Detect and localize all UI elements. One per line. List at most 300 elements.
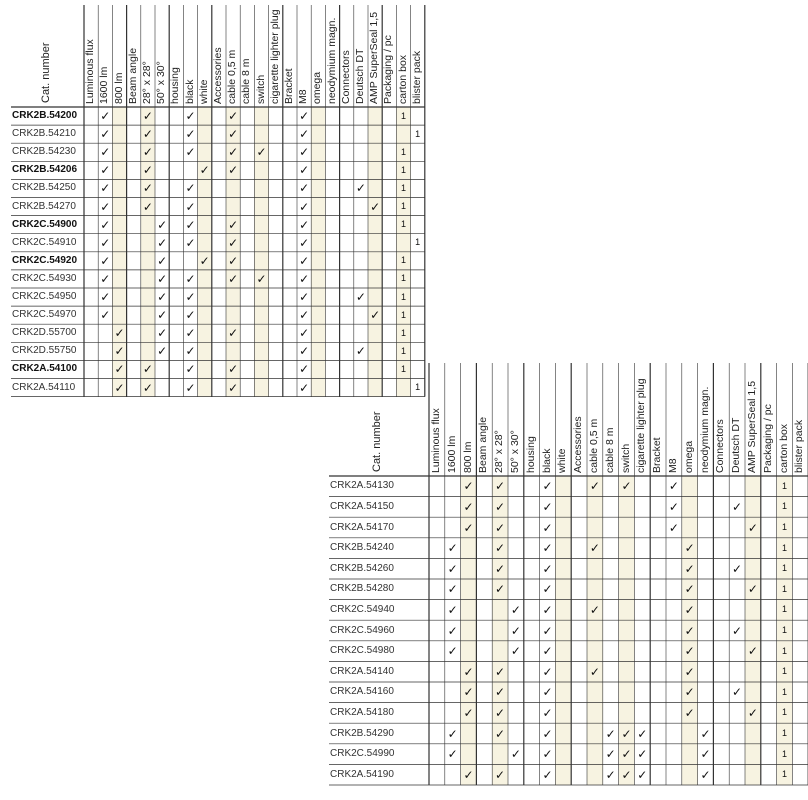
check-mark: ✓ — [100, 290, 111, 305]
column-header: M8 — [297, 89, 310, 104]
check-mark: ✓ — [299, 271, 310, 286]
check-mark: ✓ — [463, 767, 474, 782]
cell-shade — [619, 620, 635, 641]
product-table-bottom — [329, 363, 808, 785]
column-header: 800 lm — [112, 72, 125, 104]
cell-shade — [368, 179, 382, 197]
check-mark: ✓ — [299, 326, 310, 341]
check-mark: ✓ — [542, 479, 553, 494]
cat-number-cell: CRK2A.54190 — [330, 768, 394, 780]
check-mark: ✓ — [495, 499, 506, 514]
check-mark: ✓ — [605, 767, 616, 782]
column-header: 28° x 28° — [493, 430, 506, 473]
cell-shade — [555, 641, 571, 662]
cell-shade — [745, 723, 761, 744]
check-mark: ✓ — [299, 163, 310, 178]
check-mark: ✓ — [605, 747, 616, 762]
cat-number-cell: CRK2C.54930 — [12, 272, 77, 284]
cell-shade — [226, 342, 240, 360]
cell-shade — [112, 270, 126, 288]
cell-shade — [311, 107, 325, 125]
check-mark: ✓ — [463, 479, 474, 494]
cell-shade — [112, 143, 126, 161]
column-header: neodymium magn. — [698, 386, 711, 473]
check-mark: ✓ — [185, 235, 196, 250]
pack-count: 1 — [781, 625, 787, 635]
cat-number-cell: CRK2C.54960 — [330, 624, 395, 636]
cell-shade — [226, 179, 240, 197]
cell-shade — [254, 125, 268, 143]
check-mark: ✓ — [100, 145, 111, 160]
check-mark: ✓ — [668, 520, 679, 535]
pack-count: 1 — [415, 237, 421, 248]
check-mark: ✓ — [370, 308, 381, 323]
column-header: Connectors — [714, 419, 727, 473]
check-mark: ✓ — [621, 479, 632, 494]
cat-number-cell: CRK2A.54180 — [330, 706, 394, 718]
column-header: AMP SuperSeal 1,5 — [368, 11, 381, 104]
check-mark: ✓ — [495, 561, 506, 576]
column-header: blister pack — [793, 419, 806, 473]
check-mark: ✓ — [114, 362, 125, 377]
check-mark: ✓ — [100, 163, 111, 178]
cell-shade — [226, 288, 240, 306]
check-mark: ✓ — [100, 127, 111, 142]
check-mark: ✓ — [228, 109, 239, 124]
cell-shade — [311, 143, 325, 161]
check-mark: ✓ — [299, 362, 310, 377]
column-header: omega — [311, 71, 324, 104]
check-mark: ✓ — [142, 145, 153, 160]
cell-shade — [492, 620, 508, 641]
product-table-top — [11, 5, 425, 397]
check-mark: ✓ — [732, 685, 743, 700]
pack-count: 1 — [400, 255, 406, 266]
cell-shade — [461, 579, 477, 600]
cell-shade — [745, 661, 761, 682]
cell-shade — [682, 497, 698, 518]
cell-shade — [555, 517, 571, 538]
cell-shade — [587, 497, 603, 518]
cell-shade — [619, 538, 635, 559]
cell-shade — [112, 252, 126, 270]
cat-number-cell: CRK2A.54140 — [330, 665, 394, 677]
cell-shade — [461, 538, 477, 559]
column-header: 1600 lm — [98, 66, 111, 104]
cell-shade — [198, 270, 212, 288]
check-mark: ✓ — [299, 235, 310, 250]
check-mark: ✓ — [355, 181, 366, 196]
cell-shade — [254, 342, 268, 360]
cell-shade — [587, 641, 603, 662]
cell-shade — [587, 723, 603, 744]
check-mark: ✓ — [589, 479, 600, 494]
column-header: 1600 lm — [445, 435, 458, 473]
cell-shade — [311, 216, 325, 234]
cat-number-cell: CRK2A.54130 — [330, 480, 394, 492]
check-mark: ✓ — [228, 326, 239, 341]
check-mark: ✓ — [228, 271, 239, 286]
check-mark: ✓ — [199, 163, 210, 178]
cat-number-cell: CRK2C.54990 — [330, 748, 395, 760]
check-mark: ✓ — [185, 127, 196, 142]
check-mark: ✓ — [700, 726, 711, 741]
check-mark: ✓ — [463, 520, 474, 535]
column-header: switch — [619, 443, 632, 473]
cell-shade — [226, 198, 240, 216]
check-mark: ✓ — [747, 644, 758, 659]
cat-number-cell: CRK2B.54270 — [12, 200, 76, 212]
check-mark: ✓ — [637, 747, 648, 762]
check-mark: ✓ — [185, 217, 196, 232]
check-mark: ✓ — [100, 253, 111, 268]
check-mark: ✓ — [542, 541, 553, 556]
check-mark: ✓ — [185, 344, 196, 359]
cell-shade — [254, 324, 268, 342]
check-mark: ✓ — [495, 705, 506, 720]
pack-count: 1 — [781, 645, 787, 656]
column-header: housing — [169, 67, 182, 104]
check-mark: ✓ — [747, 705, 758, 720]
cat-number-cell: CRK2B.54206 — [12, 164, 78, 176]
check-mark: ✓ — [589, 602, 600, 617]
cell-shade — [587, 558, 603, 579]
check-mark: ✓ — [228, 127, 239, 142]
column-header: Packaging / pc — [761, 404, 774, 473]
cat-number-cell: CRK2B.54230 — [12, 146, 76, 158]
cat-number-cell: CRK2B.54210 — [12, 128, 76, 140]
cell-shade — [311, 198, 325, 216]
column-header: Connectors — [339, 50, 352, 104]
column-header: Packaging / pc — [382, 35, 395, 104]
check-mark: ✓ — [228, 362, 239, 377]
cell-shade — [619, 703, 635, 724]
cell-shade — [198, 306, 212, 324]
cat-number-cell: CRK2D.55700 — [12, 327, 77, 339]
check-mark: ✓ — [542, 582, 553, 597]
cell-shade — [587, 517, 603, 538]
cat-number-cell: CRK2C.54950 — [12, 291, 77, 303]
check-mark: ✓ — [299, 380, 310, 395]
cat-number-cell: CRK2B.54200 — [12, 110, 78, 122]
check-mark: ✓ — [447, 582, 458, 597]
check-mark: ✓ — [542, 602, 553, 617]
check-mark: ✓ — [299, 217, 310, 232]
pack-count: 1 — [400, 273, 406, 284]
check-mark: ✓ — [621, 747, 632, 762]
check-mark: ✓ — [142, 362, 153, 377]
cell-shade — [461, 723, 477, 744]
check-mark: ✓ — [463, 499, 474, 514]
column-header: cigarette lighter plug — [635, 378, 648, 473]
column-header: Beam angle — [477, 416, 490, 473]
check-mark: ✓ — [495, 664, 506, 679]
check-mark: ✓ — [157, 308, 168, 323]
cell-shade — [311, 360, 325, 378]
cell-shade — [555, 497, 571, 518]
cell-shade — [682, 764, 698, 785]
check-mark: ✓ — [299, 253, 310, 268]
check-mark: ✓ — [185, 308, 196, 323]
cell-shade — [619, 682, 635, 703]
cell-shade — [555, 579, 571, 600]
cell-shade — [198, 288, 212, 306]
pack-count: 1 — [781, 604, 787, 615]
check-mark: ✓ — [228, 253, 239, 268]
pack-count: 1 — [781, 480, 787, 491]
pack-count: 1 — [400, 345, 406, 356]
pack-count: 1 — [781, 666, 787, 677]
cell-shade — [198, 324, 212, 342]
cell-shade — [396, 125, 410, 143]
cell-shade — [368, 234, 382, 252]
cat-number-header: Cat. number — [371, 411, 383, 472]
check-mark: ✓ — [142, 199, 153, 214]
cell-shade — [254, 306, 268, 324]
check-mark: ✓ — [142, 181, 153, 196]
cell-shade — [198, 179, 212, 197]
cell-shade — [112, 234, 126, 252]
cell-shade — [492, 641, 508, 662]
check-mark: ✓ — [142, 109, 153, 124]
check-mark: ✓ — [185, 145, 196, 160]
check-mark: ✓ — [185, 109, 196, 124]
cell-shade — [461, 744, 477, 765]
check-mark: ✓ — [542, 520, 553, 535]
cell-shade — [619, 517, 635, 538]
check-mark: ✓ — [589, 541, 600, 556]
cat-number-cell: CRK2B.54260 — [330, 562, 394, 574]
check-mark: ✓ — [542, 705, 553, 720]
check-mark: ✓ — [228, 217, 239, 232]
cell-shade — [461, 600, 477, 621]
check-mark: ✓ — [299, 344, 310, 359]
cat-number-cell: CRK2D.55750 — [12, 345, 77, 357]
check-mark: ✓ — [495, 479, 506, 494]
cell-shade — [198, 125, 212, 143]
check-mark: ✓ — [256, 145, 267, 160]
pack-count: 1 — [400, 327, 406, 338]
cell-shade — [198, 107, 212, 125]
check-mark: ✓ — [256, 271, 267, 286]
cell-shade — [112, 288, 126, 306]
pack-count: 1 — [781, 583, 787, 594]
check-mark: ✓ — [100, 109, 111, 124]
cell-shade — [254, 379, 268, 397]
check-mark: ✓ — [299, 109, 310, 124]
check-mark: ✓ — [157, 271, 168, 286]
pack-count: 1 — [781, 563, 787, 574]
cell-shade — [368, 143, 382, 161]
cell-shade — [555, 723, 571, 744]
cell-shade — [254, 360, 268, 378]
check-mark: ✓ — [621, 767, 632, 782]
check-mark: ✓ — [114, 380, 125, 395]
cell-shade — [368, 216, 382, 234]
check-mark: ✓ — [542, 767, 553, 782]
cat-number-cell: CRK2A.54100 — [12, 363, 78, 375]
cell-shade — [619, 497, 635, 518]
cell-shade — [311, 324, 325, 342]
cat-number-cell: CRK2C.54910 — [12, 236, 77, 248]
check-mark: ✓ — [100, 308, 111, 323]
cell-shade — [141, 216, 155, 234]
pack-count: 1 — [415, 382, 421, 393]
check-mark: ✓ — [684, 664, 695, 679]
check-mark: ✓ — [495, 520, 506, 535]
cell-shade — [555, 744, 571, 765]
check-mark: ✓ — [605, 726, 616, 741]
column-header: black — [540, 448, 553, 473]
check-mark: ✓ — [355, 290, 366, 305]
cell-shade — [461, 620, 477, 641]
pack-count: 1 — [781, 707, 787, 718]
cell-shade — [619, 558, 635, 579]
check-mark: ✓ — [463, 685, 474, 700]
cat-number-cell: CRK2A.54150 — [330, 500, 394, 512]
cell-shade — [254, 107, 268, 125]
check-mark: ✓ — [370, 199, 381, 214]
column-header: Accessories — [572, 416, 585, 473]
cell-shade — [587, 764, 603, 785]
cell-shade — [254, 288, 268, 306]
column-header: Beam angle — [126, 47, 139, 104]
check-mark: ✓ — [114, 326, 125, 341]
check-mark: ✓ — [510, 602, 521, 617]
cell-shade — [141, 324, 155, 342]
check-mark: ✓ — [157, 326, 168, 341]
column-header: neodymium magn. — [325, 17, 338, 104]
cat-number-cell: CRK2A.54170 — [330, 521, 394, 533]
pack-count: 1 — [781, 769, 787, 780]
check-mark: ✓ — [542, 726, 553, 741]
check-mark: ✓ — [199, 253, 210, 268]
cell-shade — [112, 198, 126, 216]
cell-shade — [555, 703, 571, 724]
pack-count: 1 — [781, 728, 787, 738]
cell-shade — [112, 216, 126, 234]
cell-shade — [141, 252, 155, 270]
check-mark: ✓ — [637, 726, 648, 741]
cell-shade — [461, 558, 477, 579]
column-header: white — [197, 79, 210, 104]
column-header: black — [183, 79, 196, 104]
check-mark: ✓ — [463, 705, 474, 720]
check-mark: ✓ — [100, 235, 111, 250]
cell-shade — [112, 125, 126, 143]
check-mark: ✓ — [700, 747, 711, 762]
cell-shade — [112, 107, 126, 125]
pack-count: 1 — [781, 501, 787, 512]
check-mark: ✓ — [700, 767, 711, 782]
check-mark: ✓ — [185, 362, 196, 377]
column-header: cable 8 m — [603, 427, 616, 473]
cell-shade — [619, 641, 635, 662]
cat-number-header: Cat. number — [39, 42, 52, 103]
pack-count: 1 — [781, 522, 787, 532]
check-mark: ✓ — [185, 380, 196, 395]
cell-shade — [112, 306, 126, 324]
cell-shade — [141, 234, 155, 252]
cell-shade — [555, 538, 571, 559]
cat-number-cell: CRK2B.54240 — [330, 542, 394, 554]
check-mark: ✓ — [299, 127, 310, 142]
cell-shade — [311, 379, 325, 397]
check-mark: ✓ — [684, 582, 695, 597]
check-mark: ✓ — [185, 271, 196, 286]
pack-count: 1 — [400, 309, 406, 320]
check-mark: ✓ — [542, 664, 553, 679]
check-mark: ✓ — [747, 520, 758, 535]
column-header: Luminous flux — [84, 39, 97, 104]
column-header: Accessories — [211, 47, 224, 104]
cell-shade — [141, 288, 155, 306]
check-mark: ✓ — [299, 308, 310, 323]
cell-shade — [368, 324, 382, 342]
check-mark: ✓ — [299, 199, 310, 214]
check-mark: ✓ — [157, 235, 168, 250]
check-mark: ✓ — [747, 582, 758, 597]
cell-shade — [311, 252, 325, 270]
column-header: cigarette lighter plug — [268, 9, 281, 104]
check-mark: ✓ — [299, 181, 310, 196]
check-mark: ✓ — [157, 290, 168, 305]
cell-shade — [141, 270, 155, 288]
cell-shade — [587, 682, 603, 703]
cell-shade — [198, 198, 212, 216]
check-mark: ✓ — [495, 541, 506, 556]
cell-shade — [368, 270, 382, 288]
check-mark: ✓ — [228, 380, 239, 395]
cat-number-cell: CRK2C.54920 — [12, 254, 78, 266]
check-mark: ✓ — [684, 561, 695, 576]
cell-shade — [112, 179, 126, 197]
pack-count: 1 — [781, 542, 787, 553]
cat-number-cell: CRK2B.54250 — [12, 182, 76, 194]
cell-shade — [311, 342, 325, 360]
check-mark: ✓ — [510, 623, 521, 638]
check-mark: ✓ — [621, 726, 632, 741]
column-header: cable 0,5 m — [587, 418, 600, 473]
pack-count: 1 — [415, 128, 421, 139]
cat-number-cell: CRK2B.54280 — [330, 583, 394, 595]
column-header: carton box — [396, 54, 409, 104]
pack-count: 1 — [400, 291, 406, 302]
column-header: omega — [682, 440, 695, 473]
check-mark: ✓ — [185, 181, 196, 196]
cell-shade — [745, 764, 761, 785]
cell-shade — [492, 744, 508, 765]
column-header: Bracket — [282, 68, 295, 104]
cat-number-cell: CRK2C.54980 — [330, 645, 395, 657]
check-mark: ✓ — [447, 726, 458, 741]
cell-shade — [492, 600, 508, 621]
check-mark: ✓ — [299, 145, 310, 160]
cell-shade — [311, 125, 325, 143]
cell-shade — [198, 342, 212, 360]
column-header: blister pack — [410, 50, 423, 104]
cell-shade — [745, 538, 761, 559]
cell-shade — [555, 620, 571, 641]
check-mark: ✓ — [684, 644, 695, 659]
cell-shade — [141, 306, 155, 324]
column-header: housing — [524, 436, 537, 473]
cell-shade — [368, 288, 382, 306]
cell-shade — [682, 744, 698, 765]
cell-shade — [619, 661, 635, 682]
check-mark: ✓ — [637, 767, 648, 782]
check-mark: ✓ — [185, 290, 196, 305]
